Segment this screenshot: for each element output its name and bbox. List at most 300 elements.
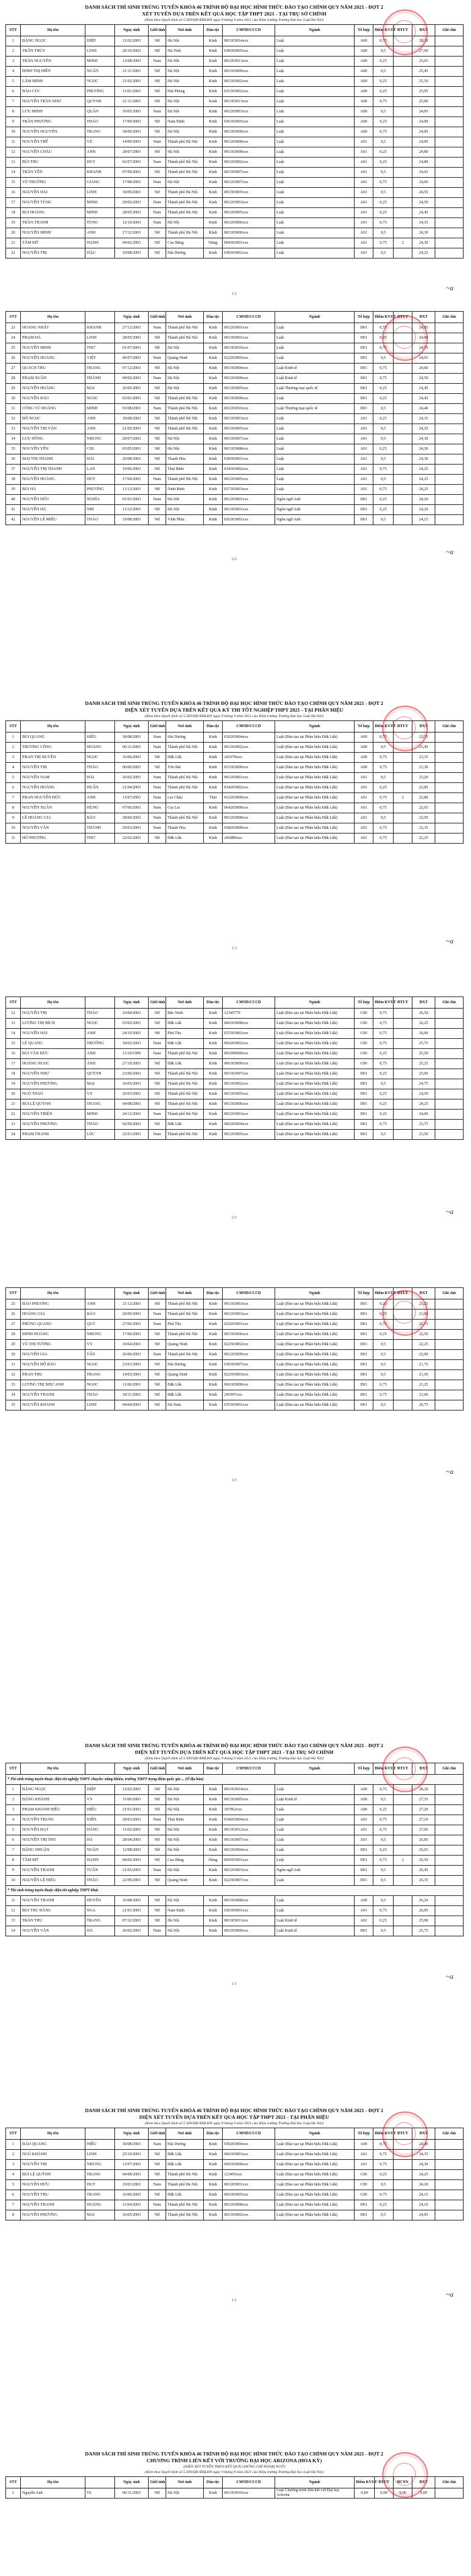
table-cell: 0,75 [373,1825,394,1835]
table-cell: GIANG [85,178,115,188]
table-cell: Luật [275,248,355,259]
table-cell: 0,75 [373,823,394,834]
table-cell: Hà Nội [166,1916,204,1926]
table-cell: 07/09/2003 [115,168,149,178]
table-cell: 0,75 [373,1815,394,1825]
column-header: Họ tên [21,1288,85,1299]
table-cell: 6 [6,2190,21,2200]
table-cell: VŨ THỊ TƯỜNG [21,1340,85,1350]
table-cell: 39 [6,485,21,495]
table-cell: 23,75 [412,1120,435,1130]
table-cell: 9 [6,813,21,823]
table-cell: Nữ [149,2210,166,2221]
table-cell: Nữ [149,1795,166,1805]
table-cell: Nữ [149,1835,166,1845]
table-cell [394,1340,412,1350]
table-cell: 19 [6,218,21,228]
table-cell: Nữ [149,1069,166,1079]
table-cell: Luật Chương trình liên kết với Đại học Arizona [275,2488,355,2499]
table-cell [435,1390,464,1400]
column-header: Ghi chú [435,2128,464,2140]
table-cell: Quảng Ninh [166,1370,204,1380]
table-cell: Nữ [149,36,166,46]
table-cell: Nữ [149,485,166,495]
table-cell: Nữ [149,2160,166,2170]
table-cell: 3 [6,57,21,67]
table-cell: Nam [149,1320,166,1330]
table-cell: D01 [355,343,373,353]
table-cell: NGUYỄN NHƯ [21,1069,85,1079]
column-header: Tổ hợp [355,997,373,1009]
table-cell: 23,45 [412,743,435,753]
table-cell: Thành phố Hà Nội [166,137,204,147]
table-cell: Thành phố Hà Nội [166,1079,204,1089]
table-cell: Luật [275,485,355,495]
table-cell: ANH [85,793,115,803]
table-cell: D01 [355,1320,373,1330]
table-cell: A00 [355,107,373,117]
table-cell: A01 [355,1906,373,1916]
table-cell: Luật Thương mại quốc tế [275,384,355,394]
table-cell: Kinh [204,1400,223,1411]
column-header: ĐXT [412,25,435,36]
table-cell: Đắk Lắk [166,1019,204,1029]
table-cell: Kinh [204,773,223,783]
table-cell: Nam [149,475,166,485]
table-cell: 22/02/2003 [115,834,149,844]
table-cell: TÂM MỸ [21,1856,85,1866]
table-cell: THÀNH [85,823,115,834]
table-cell: Kinh [204,2170,223,2180]
table-cell: 0,75 [373,97,394,107]
table-row [6,1825,464,1835]
table-cell: 25 [6,343,21,353]
table-cell: 038203009xxx [223,823,275,834]
table-cell: 7 [6,793,21,803]
table-cell: THẢO [85,1120,115,1130]
table-cell: 02/07/2003 [115,158,149,168]
table-cell: 40 [6,495,21,505]
table-cell: Cao Bằng [166,1856,204,1866]
table-cell: ANH [85,1049,115,1059]
table-cell [435,1876,464,1886]
table-cell: Nam [149,208,166,218]
table-cell [394,1390,412,1400]
table-cell: 24,25 [412,465,435,475]
table-row [6,2210,464,2221]
table-cell: 0,25 [373,1805,394,1815]
table-cell: Nam [149,2140,166,2150]
table-cell: 022303007xxx [223,1876,275,1886]
table-cell: Nữ [149,1029,166,1039]
table-cell: 6 [6,87,21,97]
table-cell: MINH HOÀNG [21,1330,85,1340]
table-row [6,444,464,454]
table-cell: 10 [6,823,21,834]
table-cell: 0,5 [373,188,394,198]
table-cell [435,1360,464,1370]
table-cell: D01 [355,1380,373,1390]
table-cell: Luật [275,46,355,57]
column-header: ĐTUT [394,997,412,1009]
table-cell [394,475,412,485]
table-cell: A01 [355,198,373,208]
table-cell: Kinh [204,1795,223,1805]
table-cell: Kinh [204,87,223,97]
table-cell: 18/08/2003 [115,414,149,424]
table-cell: 001303001xxx [223,505,275,515]
column-header: Dân tộc [204,2128,223,2140]
table-row [6,454,464,465]
table-cell: D01 [355,1926,373,1936]
table-cell: 6 [6,1835,21,1845]
table-cell: NGUYỄN ĐỖ BẢO [21,1360,85,1370]
table-cell [435,2180,464,2190]
table-cell [394,1370,412,1380]
table-cell: Kinh [204,137,223,147]
table-cell: 0,5 [373,228,394,238]
table-cell: 0,5 [373,1866,394,1876]
table-cell [435,1916,464,1926]
table-cell: THẢO [85,1009,115,1019]
table-cell: TÙNG [85,218,115,228]
table-cell: 24,05 [412,2210,435,2221]
table-cell: HÀ [85,1926,115,1936]
table-cell: 0,25 [373,1110,394,1120]
table-cell: 14 [6,1029,21,1039]
column-header: Ngày sinh [115,312,149,323]
table-cell: 04/04/2003 [115,1400,149,1411]
table-cell: 20 [6,228,21,238]
table-cell: Luật [275,333,355,343]
table-cell: A01 [355,218,373,228]
table-cell: 17 [6,198,21,208]
table-cell: A01 [355,147,373,158]
table-cell: Luật (Đào tạo tại Phân hiệu Đắk Lắk) [275,813,355,823]
table-cell: THẢO [85,515,115,525]
table-cell: NGUYỄN MINH [21,228,85,238]
table-cell: Thành phố Hà Nội [166,783,204,793]
table-cell: HẢI [85,454,115,465]
table-cell: 241978xxx [223,753,275,763]
table-cell: Luật (Đào tạo tại Phân hiệu Đắk Lắk) [275,2200,355,2210]
table-cell: NGUYỄN TRUNG [21,1815,85,1825]
table-cell: 24,35 [412,218,435,228]
table-cell: 22,85 [412,783,435,793]
table-cell: ĐẶNG NHUẬN [21,1845,85,1856]
table-cell [435,1299,464,1310]
table-cell [435,763,464,773]
column-header: CMND/CCCD [223,1288,275,1299]
table-cell [394,1876,412,1886]
table-cell: ANH [85,1299,115,1310]
column-header: STT [6,2477,21,2488]
table-cell: NGUYỄN HỮU [21,495,85,505]
table-cell: 001099009xxx [223,1049,275,1059]
table-cell: 24,25 [412,248,435,259]
table-cell: 8 [6,1856,21,1866]
table-cell: Nữ [149,1825,166,1835]
table-cell: Luật (Đào tạo tại Phân hiệu Đắk Lắk) [275,1299,355,1310]
table-cell: 066303008xxx [223,1380,275,1390]
table-cell [394,414,412,424]
table-cell [394,2160,412,2170]
table-row [6,1089,464,1099]
table-cell: 10/08/2003 [115,248,149,259]
table-cell: HOÀNG [85,2200,115,2210]
table-cell [394,1866,412,1876]
table-row [6,823,464,834]
column-header: CMND/CCCD [223,25,275,36]
table-cell: Đắk Lắk [166,2160,204,2170]
table-cell: Hà Nội [166,505,204,515]
table-cell: MAI [85,384,115,394]
table-cell [394,454,412,465]
table-cell: NGUYỄN NGUYÊN [21,127,85,137]
column-header [85,2477,115,2488]
table-cell: Hà Nội [166,1845,204,1856]
table-cell [435,178,464,188]
table-cell: Nữ [149,1896,166,1906]
table-cell: 28,20 [412,36,435,46]
table-cell: Kinh [204,36,223,46]
table-cell: Kinh [204,2150,223,2160]
official-seal-icon [382,315,428,361]
table-row [6,803,464,813]
table-cell: 23/06/2003 [115,1069,149,1079]
signature-mark: ~a [445,284,454,292]
table-cell [394,1130,412,1140]
table-cell: 001203008xxx [223,137,275,147]
table-cell: Hà Nội [166,1795,204,1805]
table-cell: 13 [6,158,21,168]
table-cell: Thanh Hóa [166,823,204,834]
column-header: Điểm KVUT [373,1288,394,1299]
table-row [6,1340,464,1350]
table-cell: 29/09/2003 [115,1310,149,1320]
table-cell: Kinh [204,168,223,178]
table-cell [435,1049,464,1059]
table-cell: Kinh [204,1049,223,1059]
table-cell [435,434,464,444]
table-cell: Nữ [149,67,166,77]
table-cell: CÔNG VŨ HOÀNG [21,404,85,414]
table-cell: Kinh [204,1350,223,1360]
table-cell: 23/01/2003 [115,1360,149,1370]
table-cell: Hà Nội [166,434,204,444]
table-cell: Nữ [149,46,166,57]
column-header: Ghi chú [435,1763,464,1775]
table-cell: Nữ [149,753,166,763]
table-cell: 4 [6,2170,21,2180]
sheet-note: (Kèm theo Quyết định số 5.569/QĐ-ĐHLHN ngày 9 tháng 9 năm 2021 của Hiệu trưởng Trường Đại học Luật Hà Nội) [145,714,324,718]
table-cell: LINH [85,188,115,198]
table-cell: Kinh [204,485,223,495]
table-cell: A01 [355,248,373,259]
table-cell: Nữ [149,228,166,238]
table-cell: 001303011xxx [223,1916,275,1926]
table-cell: D01 [355,1299,373,1310]
table-cell: NGUYỄN KHÁNH [21,1400,85,1411]
table-cell: 24,20 [412,505,435,515]
table-cell: PHẠM XUÂN [21,374,85,384]
table-cell: Nữ [149,77,166,87]
table-cell: Nam [149,1926,166,1936]
table-cell [394,147,412,158]
table-cell [435,333,464,343]
table-cell: BÙI QUANG [21,733,85,743]
table-cell: 23,35 [412,753,435,763]
table-cell: C00 [355,1049,373,1059]
table-cell: D01 [355,1099,373,1110]
sheet-subtitle: DIỆN XÉT TUYỂN DỰA TRÊN KẾT QUẢ HỌC TẬP THPT 2021 - TẠI TRỤ SỞ CHÍNH [135,1749,334,1755]
table-cell [435,97,464,107]
table-cell: Nữ [149,1299,166,1310]
table-cell: Luật [275,394,355,404]
table-cell: 022303002xxx [223,1340,275,1350]
table-cell: Hà Nội [166,1896,204,1906]
table-cell: D01 [355,1400,373,1411]
table-cell: Kinh [204,803,223,813]
table-cell: 22,50 [412,1330,435,1340]
table-cell: 0,25 [373,1299,394,1310]
table-cell: Kinh [204,323,223,333]
table-cell: Kinh [204,1099,223,1110]
table-row [6,364,464,374]
table-cell: 29 [6,384,21,394]
table-cell: Thành phố Hà Nội [166,198,204,208]
table-cell: LINH [85,46,115,57]
table-cell: 22,00 [412,1350,435,1360]
table-cell: Lai Châu [166,793,204,803]
table-cell: Nữ [149,1059,166,1069]
table-row [6,97,464,107]
table-cell: Luật (Đào tạo tại Phân hiệu Đắk Lắk) [275,743,355,753]
table-cell [435,515,464,525]
table-cell: Kinh [204,733,223,743]
column-header: Nơi sinh [166,721,204,733]
table-cell: THƯ [85,343,115,353]
table-cell [394,77,412,87]
table-cell: Nữ [149,1785,166,1795]
table-cell [394,1009,412,1019]
table-cell: D01 [355,374,373,384]
table-row [6,763,464,773]
table-cell: DUY [85,2180,115,2190]
table-cell: NGỌC [85,77,115,87]
table-cell: Luật [275,1825,355,1835]
table-cell: THẢO [85,117,115,127]
table-cell: Nam [149,1350,166,1360]
table-cell: NGUYỄN YẾN [21,444,85,454]
table-cell: 001303009xxx [223,67,275,77]
table-cell: Luật [275,158,355,168]
table-cell: Nữ [149,168,166,178]
table-cell [394,1380,412,1390]
table-cell: 0,75 [373,238,394,248]
table-cell: 28 [6,1330,21,1340]
table-cell [435,36,464,46]
table-cell: 25,00 [412,1069,435,1079]
table-cell: VY [85,1340,115,1350]
table-cell: A01 [355,238,373,248]
table-cell: Kinh [204,414,223,424]
table-cell [435,1130,464,1140]
table-cell: 001203002xxx [223,158,275,168]
table-cell: A01 [355,178,373,188]
page-number: 2/2 [231,557,237,562]
table-row [6,1130,464,1140]
table-cell: 0,75 [373,1029,394,1039]
table-cell [394,1059,412,1069]
table-row [6,168,464,178]
table-cell: 31 [6,404,21,414]
table-row [6,1805,464,1815]
table-cell: NGUYỄN HÀ [21,505,85,515]
table-cell [394,2190,412,2200]
table-cell: PHẠM KHÁNH HIỀU [21,1805,85,1815]
table-cell: A01 [355,424,373,434]
column-header: Ghi chú [435,997,464,1009]
table-cell: Nam [149,1866,166,1876]
table-cell: ANH [85,1029,115,1039]
table-cell [435,1896,464,1906]
table-cell: Kinh [204,127,223,137]
table-cell: 066303008xxx [223,1019,275,1029]
table-cell: Luật (Đào tạo tại Phân hiệu Đắk Lắk) [275,834,355,844]
table-cell [435,1089,464,1099]
table-cell: 001303010xxx [223,343,275,353]
table-cell: Kinh [204,228,223,238]
signature-mark: ~a [445,1208,454,1216]
table-cell [394,2210,412,2221]
table-cell: 16/06/2003 [115,2190,149,2200]
table-cell: 22,65 [412,803,435,813]
table-cell: 0,75 [373,763,394,773]
table-cell: 22 [6,1110,21,1120]
column-header: ĐTUT [394,2128,412,2140]
table-cell: Hải Dương [166,1360,204,1370]
table-cell: 42 [6,515,21,525]
table-cell: 28/02/2003 [115,198,149,208]
table-cell: Nam [149,733,166,743]
table-cell: Đắk Lắk [166,2150,204,2160]
table-cell: 0,5 [373,248,394,259]
table-cell: 24,60 [412,178,435,188]
sheet-3 [5,700,463,956]
table-cell: Kinh [204,384,223,394]
table-cell: NGUYỄN THẾ [21,137,85,147]
table-cell: 15 [6,1039,21,1049]
table-cell: 0,5 [373,813,394,823]
admission-table [5,996,464,1140]
table-cell: Quảng Ninh [166,1340,204,1350]
table-cell: Luật [275,454,355,465]
table-cell: 11/06/2003 [115,1380,149,1390]
table-cell [435,107,464,117]
table-cell: Nam [149,1815,166,1825]
table-cell: 25,75 [412,1926,435,1936]
official-seal-icon [382,706,428,751]
table-cell [435,753,464,763]
table-cell [394,178,412,188]
column-header: Dân tộc [204,2477,223,2488]
table-cell: 0,75 [373,2140,394,2150]
table-cell [394,1896,412,1906]
table-cell: THÀNH [85,374,115,384]
table-cell: Ngôn ngữ Anh [275,515,355,525]
table-cell [435,1825,464,1835]
